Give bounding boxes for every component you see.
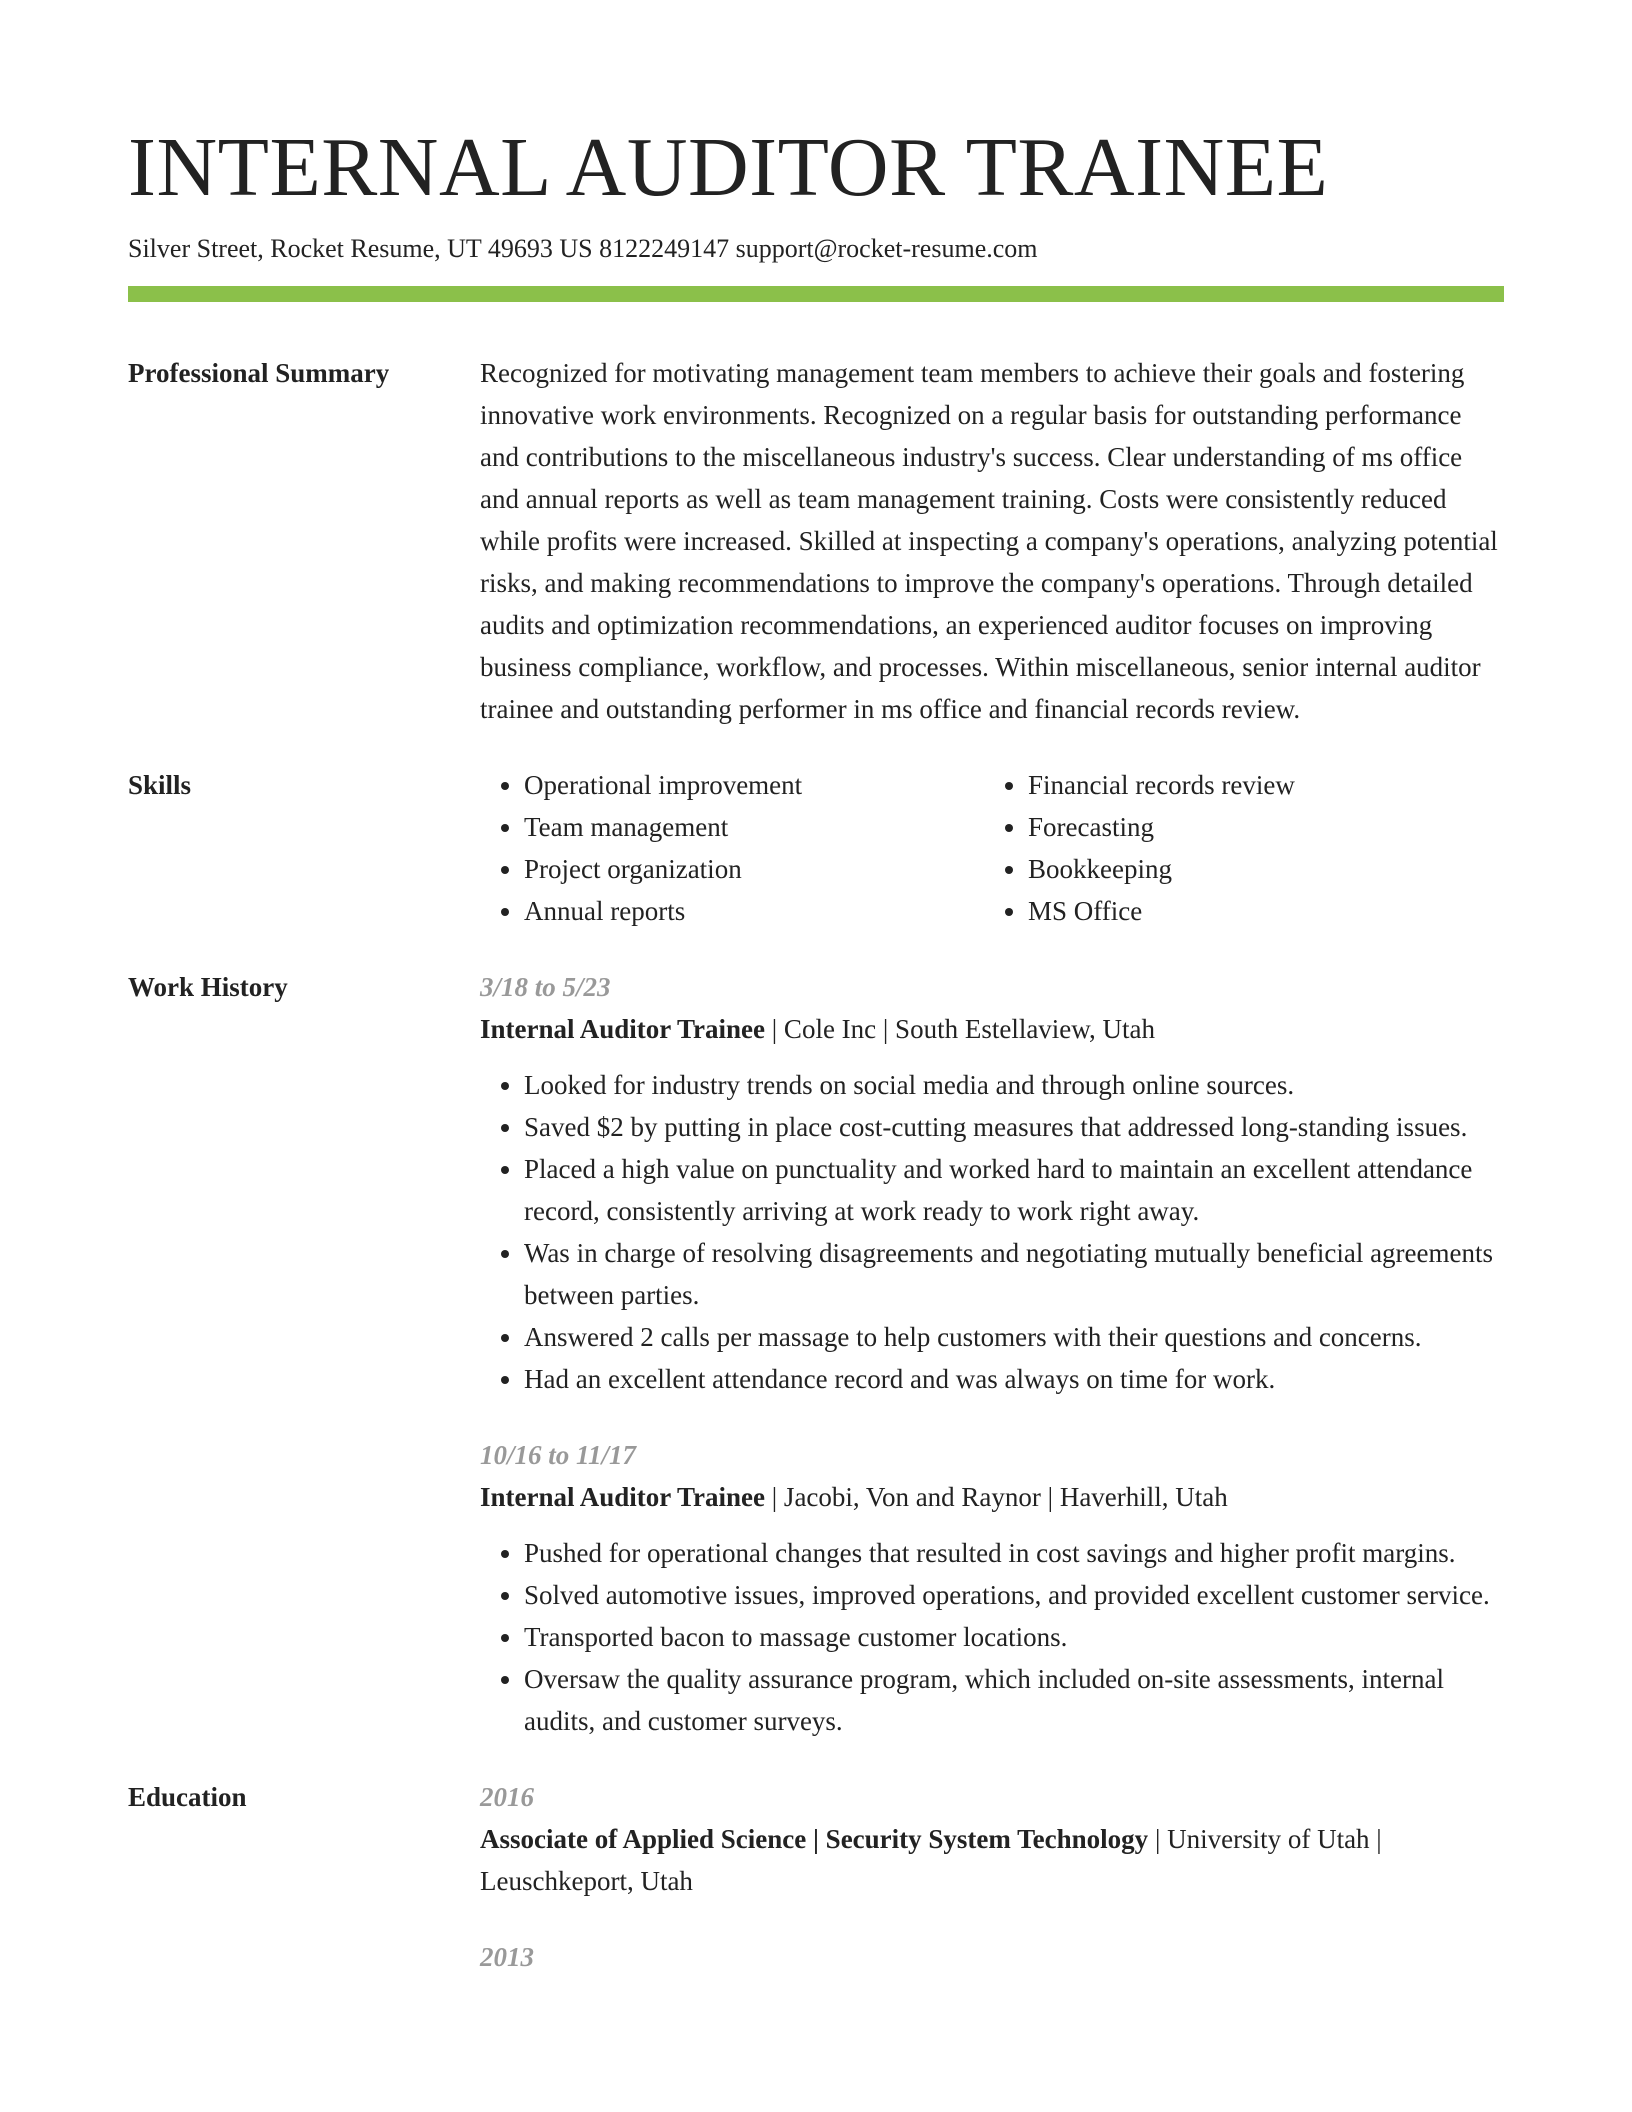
- education-body: [480, 1776, 1504, 1978]
- education-date: 2013: [480, 1942, 534, 1972]
- job-bullet: • Saved $2 by putting in place cost-cutting measures that addressed long-standing issues.: [524, 1106, 1504, 1148]
- job-details: | Cole Inc | South Estellaview, Utah: [765, 1014, 1156, 1044]
- job-title: Internal Auditor Trainee: [480, 1014, 766, 1044]
- job-bullets: [480, 1532, 1504, 1742]
- education-section: [128, 1776, 1504, 1978]
- job-bullet: • Placed a high value on punctuality and worked hard to maintain an excellent attendance record, consistently arriving at work ready to work right away.: [524, 1148, 1504, 1232]
- job-bullet: • Had an excellent attendance record and was always on time for work.: [524, 1358, 1504, 1400]
- job-bullet: • Transported bacon to massage customer locations.: [524, 1616, 1504, 1658]
- section-label-work: Work History: [128, 972, 288, 1002]
- education-degree: Associate of Applied Science | Security System Technology: [480, 1824, 1149, 1854]
- education-entry: [480, 1936, 1504, 1978]
- job-bullet: • Answered 2 calls per massage to help customers with their questions and concerns.: [524, 1316, 1504, 1358]
- job-bullet: • Looked for industry trends on social media and through online sources.: [524, 1064, 1504, 1106]
- job-details: | Jacobi, Von and Raynor | Haverhill, Utah: [765, 1482, 1228, 1512]
- job-role: [480, 1476, 1504, 1518]
- job-entry: [480, 966, 1504, 1400]
- skills-grid: [480, 764, 1508, 932]
- education-entry: [480, 1776, 1504, 1902]
- education-degree-line: [480, 1818, 1504, 1902]
- job-bullet: • Solved automotive issues, improved operations, and provided excellent customer service.: [524, 1574, 1504, 1616]
- summary-section: [128, 352, 1504, 730]
- skill-item: • Operational improvement: [524, 764, 984, 806]
- section-label-skills: Skills: [128, 770, 192, 800]
- summary-body: [480, 352, 1504, 730]
- skill-item: • Bookkeeping: [1028, 848, 1508, 890]
- education-date: 2016: [480, 1782, 534, 1812]
- candidate-name: INTERNAL AUDITOR TRAINEE: [128, 121, 1329, 214]
- education-details: | University of Utah | Leuschkeport, Utah: [480, 1824, 1382, 1896]
- summary-text: Recognized for motivating management team members to achieve their goals and fostering innovative work environments. Recognized on a regular basis for outstanding performance and contributions to the miscellaneous industry's success. Clear understanding of ms office and annual reports as well as team management training. Costs were consistently reduced while profits were increased. Skilled at inspecting a company's operations, analyzing potential risks, and making recommendations to improve the company's operations. Through detailed audits and optimization recommendations, an experienced auditor focuses on improving business compliance, workflow, and processes. Within miscellaneous, senior internal auditor trainee and outstanding performer in ms office and financial records review.: [480, 358, 1498, 724]
- job-entry: [480, 1434, 1504, 1742]
- skill-item: • Financial records review: [1028, 764, 1508, 806]
- job-bullets: [480, 1064, 1504, 1400]
- skills-section: [128, 764, 1504, 932]
- job-bullet: • Pushed for operational changes that resulted in cost savings and higher profit margins.: [524, 1532, 1504, 1574]
- job-date: 10/16 to 11/17: [480, 1440, 637, 1470]
- skill-item: • Project organization: [524, 848, 984, 890]
- section-label-summary: Professional Summary: [128, 358, 390, 388]
- contact-line: Silver Street, Rocket Resume, UT 49693 US 8122249147 support@rocket-resume.com: [128, 234, 1038, 263]
- skill-item: • Forecasting: [1028, 806, 1508, 848]
- skills-list-right: [984, 764, 1508, 932]
- skill-item: • Team management: [524, 806, 984, 848]
- job-title: Internal Auditor Trainee: [480, 1482, 766, 1512]
- job-role: [480, 1008, 1504, 1050]
- skill-item: • Annual reports: [524, 890, 984, 932]
- skills-list-left: [480, 764, 984, 932]
- job-bullet: • Was in charge of resolving disagreements and negotiating mutually beneficial agreements between parties.: [524, 1232, 1504, 1316]
- job-bullet: • Oversaw the quality assurance program, which included on-site assessments, internal audits, and customer surveys.: [524, 1658, 1504, 1742]
- section-label-education: Education: [128, 1782, 247, 1812]
- resume-page: [128, 0, 1504, 1978]
- skill-item: • MS Office: [1028, 890, 1508, 932]
- job-date: 3/18 to 5/23: [480, 972, 611, 1002]
- accent-divider: [128, 286, 1504, 302]
- work-history-body: [480, 966, 1504, 1742]
- work-history-section: [128, 966, 1504, 1742]
